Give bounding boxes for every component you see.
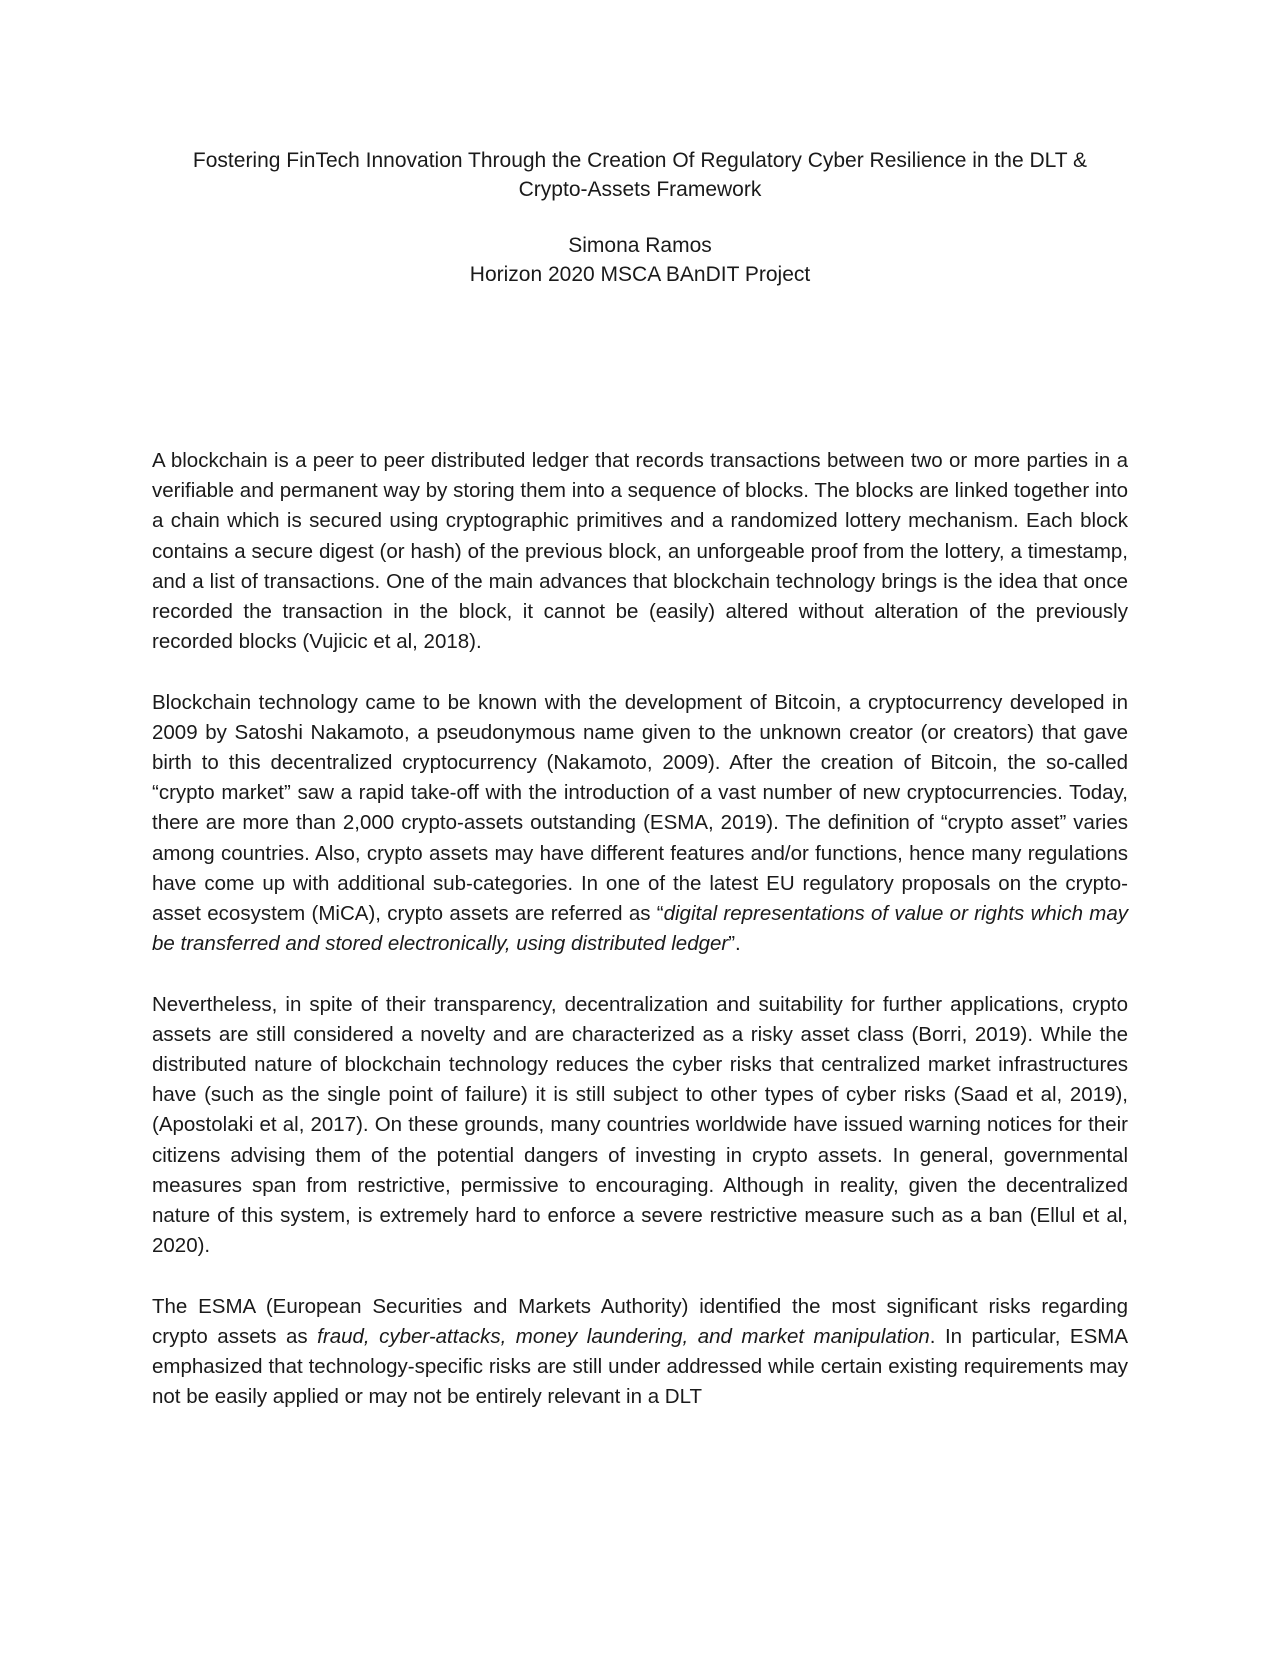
paragraph-1-text: A blockchain is a peer to peer distributed ledger that records transactions between two or more parties in a verifiable and permanent way by storing them into a sequence of blocks. The blocks are linked together into a chain which is secured using cryptographic primitives and a randomized lottery mechanism. Each block contains a secure digest (or hash) of the previous block, an unforgeable proof from the lottery, a timestamp, and a list of transactions. One of the main advances that blockchain technology brings is the idea that once recorded the transaction in the block, it cannot be (easily) altered without alteration of the previously recorded blocks (Vujicic et al, 2018). xyxy=(152,449,1128,654)
paragraph-4-text-end: . In particular, ESMA emphasized that technology-specific risks are still under addressed while certain existing requirements may not be easily applied or may not be entirely relevant in a DLT xyxy=(152,1324,1128,1409)
author-affiliation: Horizon 2020 MSCA BAnDIT Project xyxy=(469,263,811,286)
paragraph-1 xyxy=(152,446,1128,657)
author-block xyxy=(140,231,1140,289)
body-text xyxy=(152,446,1128,1412)
author-name: Simona Ramos xyxy=(568,234,712,257)
paragraph-2-italic-quote: digital representations of value or rights which may be transferred and stored electronically, using distributed ledger xyxy=(152,902,1128,956)
paragraph-4-italic-risks: fraud, cyber-attacks, money laundering, and market manipulation xyxy=(317,1324,930,1348)
paragraph-4-text-start: The ESMA (European Securities and Markets Authority) identified the most significant risks regarding crypto assets as xyxy=(152,1294,1128,1348)
paragraph-2-text-end: ”. xyxy=(728,932,741,956)
paper-title-line-2: Crypto-Assets Framework xyxy=(518,178,762,201)
paper-title xyxy=(140,146,1140,204)
paragraph-3-text: Nevertheless, in spite of their transparency, decentralization and suitability for further applications, crypto assets are still considered a novelty and are characterized as a risky asset class (Borri, 2019). While the distributed nature of blockchain technology reduces the cyber risks that centralized market infrastructures have (such as the single point of failure) it is still subject to other types of cyber risks (Saad et al, 2019), (Apostolaki et al, 2017). On these grounds, many countries worldwide have issued warning notices for their citizens advising them of the potential dangers of investing in crypto assets. In general, governmental measures span from restrictive, permissive to encouraging. Although in reality, given the decentralized nature of this system, is extremely hard to enforce a severe restrictive measure such as a ban (Ellul et al, 2020). xyxy=(152,992,1128,1258)
paragraph-4 xyxy=(152,1292,1128,1413)
paragraph-2 xyxy=(152,688,1128,960)
paper-title-line-1: Fostering FinTech Innovation Through the Creation Of Regulatory Cyber Resilience in the DLT & xyxy=(192,149,1088,172)
paragraph-2-text-start: Blockchain technology came to be known with the development of Bitcoin, a cryptocurrency developed in 2009 by Satoshi Nakamoto, a pseudonymous name given to the unknown creator (or creators) that gave birth to this decentralized cryptocurrency (Nakamoto, 2009). After the creation of Bitcoin, the so-called “crypto market” saw a rapid take-off with the introduction of a vast number of new cryptocurrencies. Today, there are more than 2,000 crypto-assets outstanding (ESMA, 2019). The definition of “crypto asset” varies among countries. Also, crypto assets may have different features and/or functions, hence many regulations have come up with additional sub-categories. In one of the latest EU regulatory proposals on the crypto-asset ecosystem (MiCA), crypto assets are referred as “ xyxy=(152,690,1128,926)
paragraph-3 xyxy=(152,990,1128,1262)
